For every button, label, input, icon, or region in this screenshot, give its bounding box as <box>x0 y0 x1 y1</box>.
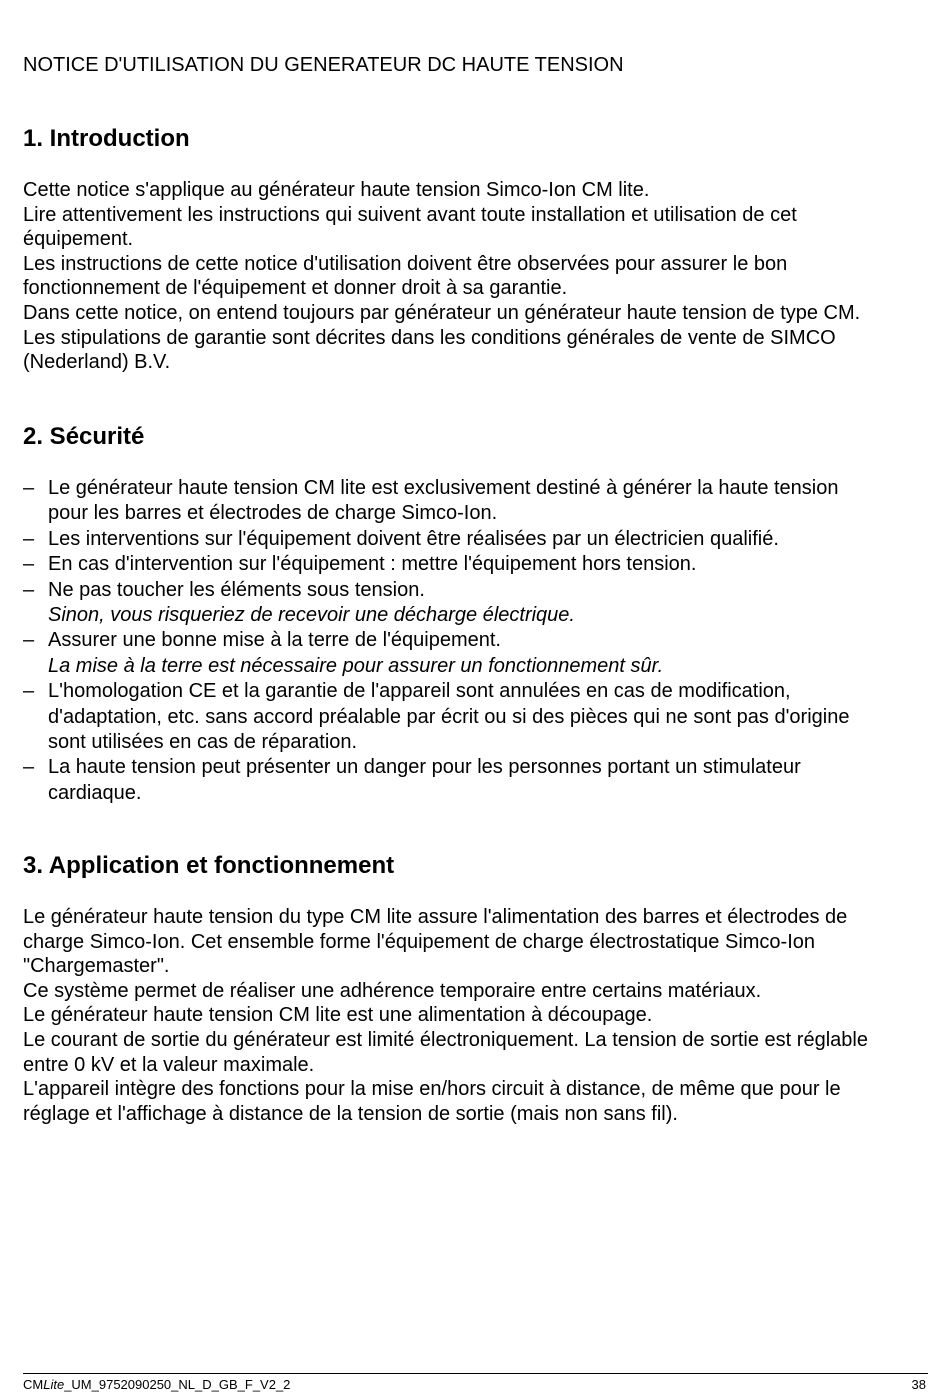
page-number: 38 <box>911 1377 926 1392</box>
footer-document-id <box>23 1378 290 1392</box>
section-heading: 1. Introduction <box>23 125 190 152</box>
list-item <box>23 679 928 755</box>
text-line: Dans cette notice, on entend toujours par générateur un générateur haute tension de type CM. <box>23 301 861 324</box>
doc-id-italic: Lite <box>43 1377 65 1392</box>
section-heading: 3. Application et fonctionnement <box>23 852 395 879</box>
section-introduction <box>23 124 928 375</box>
dash-bullet: – <box>23 578 35 601</box>
italic-note: La mise à la terre est nécessaire pour assurer un fonctionnement sûr. <box>48 654 664 677</box>
text-line: Le générateur haute tension CM lite est une alimentation à découpage. <box>23 1004 653 1027</box>
text-line: Les instructions de cette notice d'utilisation doivent être observées pour assurer le bon <box>23 252 788 275</box>
text-line: L'homologation CE et la garantie de l'appareil sont annulées en cas de modification, <box>48 680 791 703</box>
text-line: cardiaque. <box>48 781 142 804</box>
text-line: (Nederland) B.V. <box>23 351 171 374</box>
italic-note: Sinon, vous risqueriez de recevoir une décharge électrique. <box>48 604 575 627</box>
text-line: Assurer une bonne mise à la terre de l'équipement. <box>48 629 501 652</box>
text-line: charge Simco-Ion. Cet ensemble forme l'équipement de charge électrostatique Simco-Ion <box>23 930 816 953</box>
text-line: pour les barres et électrodes de charge Simco-Ion. <box>48 502 498 525</box>
text-line: équipement. <box>23 228 134 251</box>
list-item <box>23 755 928 806</box>
doc-id-prefix: CM <box>23 1377 44 1392</box>
footer-divider <box>23 1373 928 1374</box>
safety-list <box>23 476 928 806</box>
text-line: fonctionnement de l'équipement et donner droit à sa garantie. <box>23 277 568 300</box>
text-line: Le générateur haute tension du type CM lite assure l'alimentation des barres et électrodes de <box>23 906 848 928</box>
text-line: sont utilisées en cas de réparation. <box>48 731 358 754</box>
text-line: Le courant de sortie du générateur est limité électroniquement. La tension de sortie est réglable <box>23 1028 868 1051</box>
section-application <box>23 851 928 1126</box>
document-title: NOTICE D'UTILISATION DU GENERATEUR DC HAUTE TENSION <box>23 54 624 76</box>
text-line: Les stipulations de garantie sont décrites dans les conditions générales de vente de SIMCO <box>23 326 836 349</box>
text-line: Ne pas toucher les éléments sous tension. <box>48 578 425 601</box>
text-line: d'adaptation, etc. sans accord préalable par écrit ou si des pièces qui ne sont pas d'origine <box>48 705 850 728</box>
text-line: En cas d'intervention sur l'équipement : mettre l'équipement hors tension. <box>48 553 697 576</box>
text-line: entre 0 kV et la valeur maximale. <box>23 1053 315 1076</box>
list-item <box>23 578 928 629</box>
text-line: Cette notice s'applique au générateur haute tension Simco-Ion CM lite. <box>23 179 650 201</box>
dash-bullet: – <box>23 553 35 576</box>
list-item <box>23 628 928 679</box>
text-line: Les interventions sur l'équipement doivent être réalisées par un électricien qualifié. <box>48 527 779 550</box>
text-line: L'appareil intègre des fonctions pour la mise en/hors circuit à distance, de même que pour le <box>23 1078 841 1101</box>
text-line: réglage et l'affichage à distance de la tension de sortie (mais non sans fil). <box>23 1102 678 1125</box>
section-safety <box>23 422 928 806</box>
dash-bullet: – <box>23 756 35 779</box>
text-line: Lire attentivement les instructions qui suivent avant toute installation et utilisation de cet <box>23 203 797 226</box>
dash-bullet: – <box>23 477 35 499</box>
text-line: "Chargemaster". <box>23 955 170 978</box>
dash-bullet: – <box>23 629 35 652</box>
list-item <box>23 552 928 577</box>
text-line: Le générateur haute tension CM lite est exclusivement destiné à générer la haute tension <box>48 477 839 499</box>
doc-id-suffix: _UM_9752090250_NL_D_GB_F_V2_2 <box>64 1377 291 1392</box>
list-item <box>23 476 928 527</box>
text-line: Ce système permet de réaliser une adhérence temporaire entre certains matériaux. <box>23 979 762 1002</box>
list-item <box>23 527 928 552</box>
dash-bullet: – <box>23 527 35 550</box>
dash-bullet: – <box>23 680 35 703</box>
section-heading: 2. Sécurité <box>23 423 145 450</box>
text-line: La haute tension peut présenter un danger pour les personnes portant un stimulateur <box>48 756 801 779</box>
application-paragraph <box>23 905 928 1126</box>
intro-paragraph <box>23 178 928 375</box>
